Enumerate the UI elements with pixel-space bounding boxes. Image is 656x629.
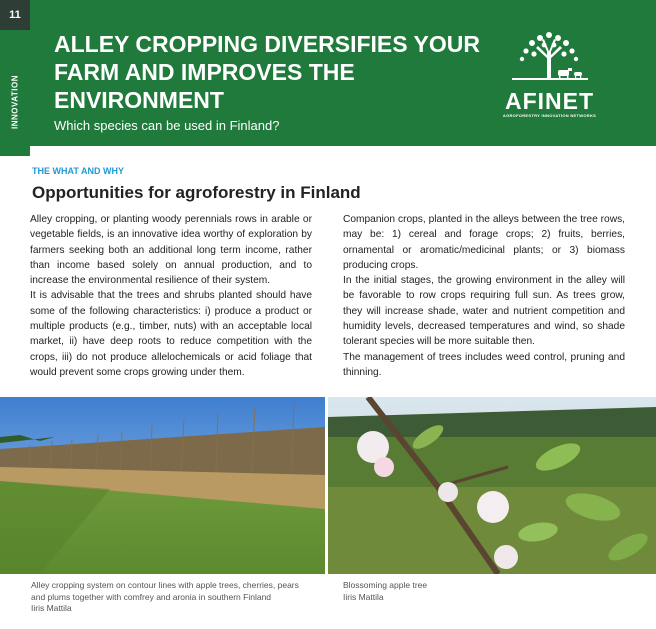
apple-blossom-photo [328, 397, 656, 574]
paragraph: The management of trees includes weed control, pruning and thinning. [343, 351, 625, 378]
tree-with-animals-logo-icon [492, 30, 607, 90]
logo-tagline: AGROFORESTRY INNOVATION NETWORKS [502, 113, 597, 118]
left-column [30, 212, 312, 380]
page-title: ALLEY CROPPING DIVERSIFIES YOUR FARM AND IMPROVES THE ENVIRONMENT [54, 31, 481, 113]
photo-credit: Iiris Mattila [343, 591, 384, 602]
article-heading: Opportunities for agroforestry in Finland [32, 183, 361, 202]
page-subtitle: Which species can be used in Finland? [54, 118, 280, 133]
photo-caption [31, 580, 321, 615]
section-label [3, 62, 27, 142]
section-kicker: THE WHAT AND WHY [32, 166, 124, 176]
paragraph: In the initial stages, the growing environment in the alley will be favorable to row crops requiring full sun. As trees grow, they will increase shade, water and nutrient competition and humidity levels, decreased temperatures and wind, so shade tolerant species will be more suitable then. [343, 275, 625, 348]
paragraph: Companion crops, planted in the alleys between the tree rows, may be: 1) cereal and forage crops; 2) fruits, berries, ornamental or aromatic/medicinal plants; or 3) biomass producing crops. [343, 214, 625, 271]
section-label-text: INNOVATION [10, 74, 20, 130]
logo-name: AFINET [504, 88, 595, 114]
photo-caption [343, 580, 643, 603]
header-banner [30, 0, 656, 146]
caption-line: Blossoming apple tree [343, 580, 428, 590]
paragraph: It is advisable that the trees and shrubs planted should have some of the following characteristics: i) produce a product or multiple products (e.g., timber, nuts) with an acceptable local market, ii) have deep roots to reduce competition with the crops, iii) do not produce allelochemicals or acid foliage that would prevent some crops growing under them. [30, 290, 312, 378]
right-column [343, 212, 625, 380]
caption-line: and plums together with comfrey and aronia in southern Finland [31, 591, 272, 602]
photo-credit: Iiris Mattila [31, 603, 72, 613]
page-number: 11 [0, 0, 30, 30]
paragraph: Alley cropping, or planting woody perennials rows in arable or vegetable fields, is an innovative idea worthy of exploration by farmers seeking both an additional long term income, rather than income based solely on annual production, and to increase the environmental resilience of their system. [30, 214, 312, 287]
caption-line: Alley cropping system on contour lines with apple trees, cherries, pears [31, 580, 299, 590]
alley-cropping-photo [0, 397, 325, 574]
afinet-logo [492, 30, 642, 122]
